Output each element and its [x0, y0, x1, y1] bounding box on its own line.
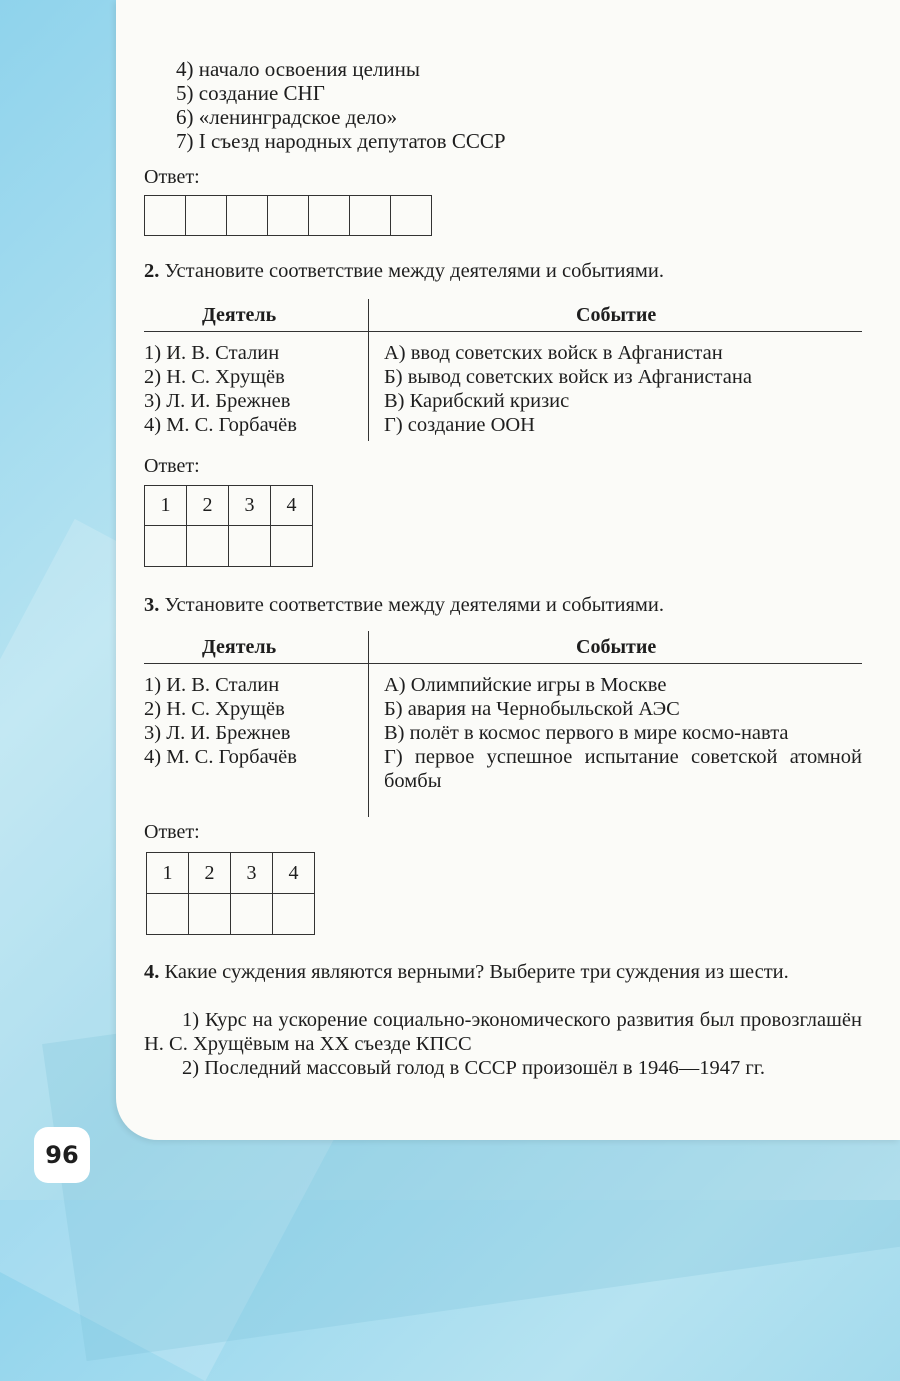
answer-label: Ответ:	[144, 455, 200, 477]
task-text: Какие суждения являются верными? Выберите три суждения из шести.	[164, 961, 789, 983]
answer-cell[interactable]	[231, 894, 273, 935]
event-item: Г) первое успешное испытание советской атомной бомбы	[384, 746, 862, 792]
figure-item: 2) Н. С. Хрущёв	[144, 366, 285, 388]
task-number: 4.	[144, 961, 160, 983]
task-2-title	[144, 260, 664, 283]
answer-label: Ответ:	[144, 166, 200, 188]
event-item: В) полёт в космос первого в мире космо-навта	[384, 722, 789, 744]
answer-cell[interactable]	[145, 526, 187, 567]
answer-cell[interactable]	[227, 196, 268, 236]
grid-header: 2	[187, 486, 229, 526]
figure-item: 4) М. С. Горбачёв	[144, 414, 297, 436]
column-divider	[368, 299, 369, 441]
answer-grid-task1	[144, 195, 432, 236]
answer-grid-task3	[146, 852, 315, 935]
answer-cell[interactable]	[273, 894, 315, 935]
task-number: 3.	[144, 594, 160, 616]
task-4-title	[144, 960, 862, 984]
list-item: 7) I съезд народных депутатов СССР	[176, 129, 506, 153]
figure-item: 1) И. В. Сталин	[144, 674, 280, 696]
list-item: 6) «ленинградское дело»	[176, 105, 398, 129]
answer-cell[interactable]	[147, 894, 189, 935]
task-number: 2.	[144, 260, 160, 282]
figure-item: 4) М. С. Горбачёв	[144, 746, 297, 768]
answer-grid-task2	[144, 485, 313, 567]
header-divider	[144, 663, 862, 664]
answer-cell[interactable]	[350, 196, 391, 236]
answer-cell[interactable]	[309, 196, 350, 236]
match-table-task2	[144, 299, 862, 441]
event-item: Б) вывод советских войск из Афганистана	[384, 366, 752, 388]
figures-column	[144, 673, 297, 769]
answer-cell[interactable]	[391, 196, 432, 236]
grid-header: 1	[145, 486, 187, 526]
column-header-event: Событие	[576, 636, 657, 658]
column-header-figure: Деятель	[202, 636, 277, 658]
task-4-item: 2) Последний массовый голод в СССР произошёл в 1946—1947 гг.	[182, 1057, 765, 1079]
list-item: 5) создание СНГ	[176, 81, 325, 105]
event-item: Б) авария на Чернобыльской АЭС	[384, 698, 680, 720]
figure-item: 3) Л. И. Брежнев	[144, 722, 291, 744]
column-header-event: Событие	[576, 304, 657, 326]
figures-column	[144, 341, 297, 437]
column-divider	[368, 631, 369, 817]
grid-header: 1	[147, 853, 189, 894]
event-item: А) ввод советских войск в Афганистан	[384, 342, 723, 364]
column-header-figure: Деятель	[202, 304, 277, 326]
task-4-item: 1) Курс на ускорение социально-экономического развития был провозглашён Н. С. Хрущёвым на XX съезде КПСС	[144, 1009, 862, 1055]
answer-cell[interactable]	[271, 526, 313, 567]
answer-cell[interactable]	[229, 526, 271, 567]
answer-cell[interactable]	[187, 526, 229, 567]
answer-cell[interactable]	[186, 196, 227, 236]
event-item: Г) создание ООН	[384, 414, 535, 436]
event-item: А) Олимпийские игры в Москве	[384, 674, 667, 696]
task-3-title	[144, 594, 664, 617]
task-text: Установите соответствие между деятелями и событиями.	[164, 594, 664, 616]
figure-item: 1) И. В. Сталин	[144, 342, 280, 364]
answer-cell[interactable]	[268, 196, 309, 236]
grid-header: 3	[231, 853, 273, 894]
grid-header: 4	[271, 486, 313, 526]
event-item: В) Карибский кризис	[384, 390, 570, 412]
figure-item: 3) Л. И. Брежнев	[144, 390, 291, 412]
figure-item: 2) Н. С. Хрущёв	[144, 698, 285, 720]
list-item: 4) начало освоения целины	[176, 57, 420, 81]
match-table-task3	[144, 631, 862, 817]
grid-header: 4	[273, 853, 315, 894]
page-number: 96	[34, 1127, 90, 1183]
header-divider	[144, 331, 862, 332]
grid-header: 2	[189, 853, 231, 894]
task-text: Установите соответствие между деятелями и событиями.	[164, 260, 664, 282]
grid-header: 3	[229, 486, 271, 526]
events-column	[384, 341, 752, 437]
answer-cell[interactable]	[145, 196, 186, 236]
events-column	[384, 673, 862, 793]
answer-cell[interactable]	[189, 894, 231, 935]
answer-label: Ответ:	[144, 821, 200, 843]
